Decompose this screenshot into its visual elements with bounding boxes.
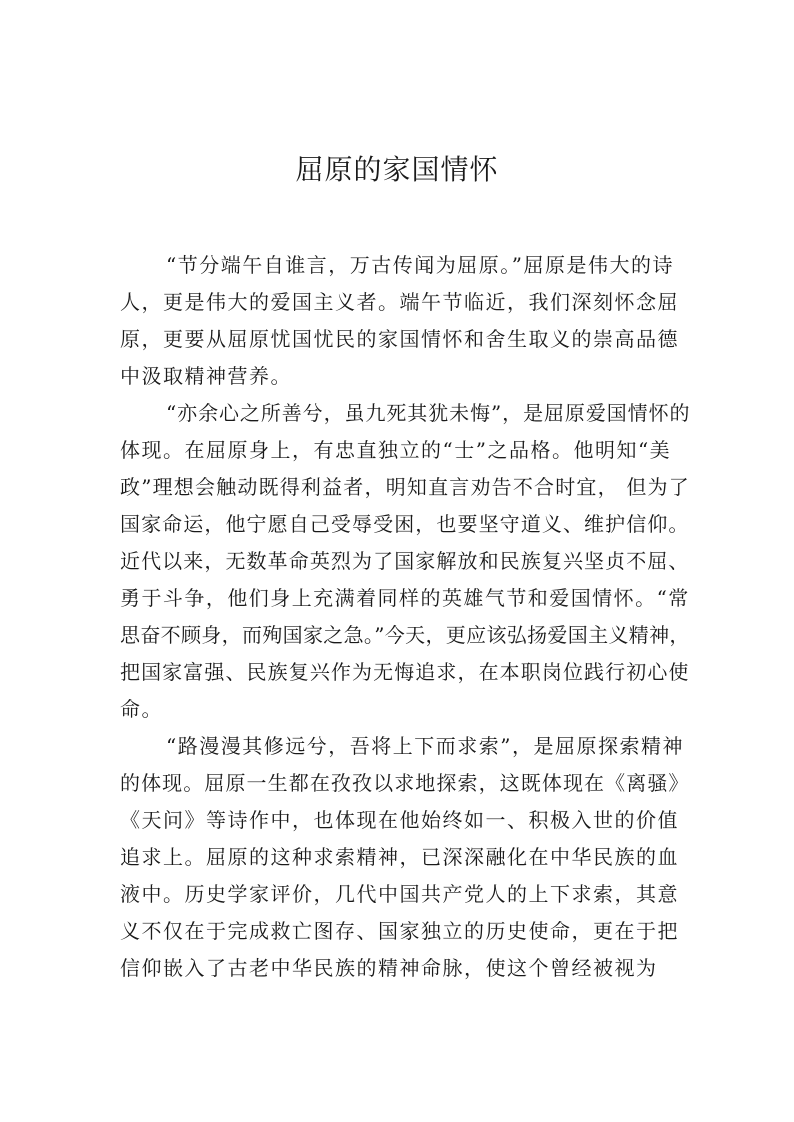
paragraph-line: 义不仅在于完成救亡图存、国家独立的历史使命，更在于把	[120, 919, 679, 943]
paragraph-line: 原，更要从屈原忧国忧民的家国情怀和舍生取义的崇高品德	[120, 327, 679, 351]
paragraph-line: 政”理想会触动既得利益者，明知直言劝告不合时宜， 但为了	[120, 475, 690, 499]
paragraph-line: 人，更是伟大的爱国主义者。端午节临近，我们深刻怀念屈	[120, 290, 679, 314]
paragraph-line: 命。	[120, 697, 163, 721]
paragraph-line: 的体现。屈原一生都在孜孜以求地探索，这既体现在《离骚》	[120, 771, 690, 795]
paragraph-line: 《天问》等诗作中，也体现在他始终如一、积极入世的价值	[120, 808, 679, 832]
paragraph-line: 中汲取精神营养。	[120, 364, 292, 388]
paragraph-line: 思奋不顾身，而殉国家之急。”今天，更应该弘扬爱国主义精神，	[120, 623, 690, 647]
paragraph-line: 勇于斗争，他们身上充满着同样的英雄气节和爱国情怀。“常	[120, 586, 690, 610]
paragraph-line: 把国家富强、民族复兴作为无悔追求，在本职岗位践行初心使	[120, 660, 690, 684]
paragraph-line: “路漫漫其修远兮，吾将上下而求索”，是屈原探索精神	[166, 734, 684, 758]
paragraph-line: 液中。历史学家评价，几代中国共产党人的上下求索，其意	[120, 882, 679, 906]
paragraph-line: 体现。在屈原身上，有忠直独立的“士”之品格。他明知“美	[120, 438, 672, 462]
paragraph-line: 信仰嵌入了古老中华民族的精神命脉，使这个曾经被视为	[120, 956, 658, 980]
paragraph-line: “亦余心之所善兮，虽九死其犹未悔”，是屈原爱国情怀的	[166, 401, 691, 425]
paragraph-line: 近代以来，无数革命英烈为了国家解放和民族复兴坚贞不屈、	[120, 549, 690, 573]
document-title: 屈原的家国情怀	[295, 153, 499, 186]
paragraph-line: 追求上。屈原的这种求索精神，已深深融化在中华民族的血	[120, 845, 679, 869]
paragraph-line: “节分端午自谁言，万古传闻为屈原。”屈原是伟大的诗	[166, 253, 674, 277]
paragraph-line: 国家命运，他宁愿自己受辱受困，也要坚守道义、维护信仰。	[120, 512, 690, 536]
